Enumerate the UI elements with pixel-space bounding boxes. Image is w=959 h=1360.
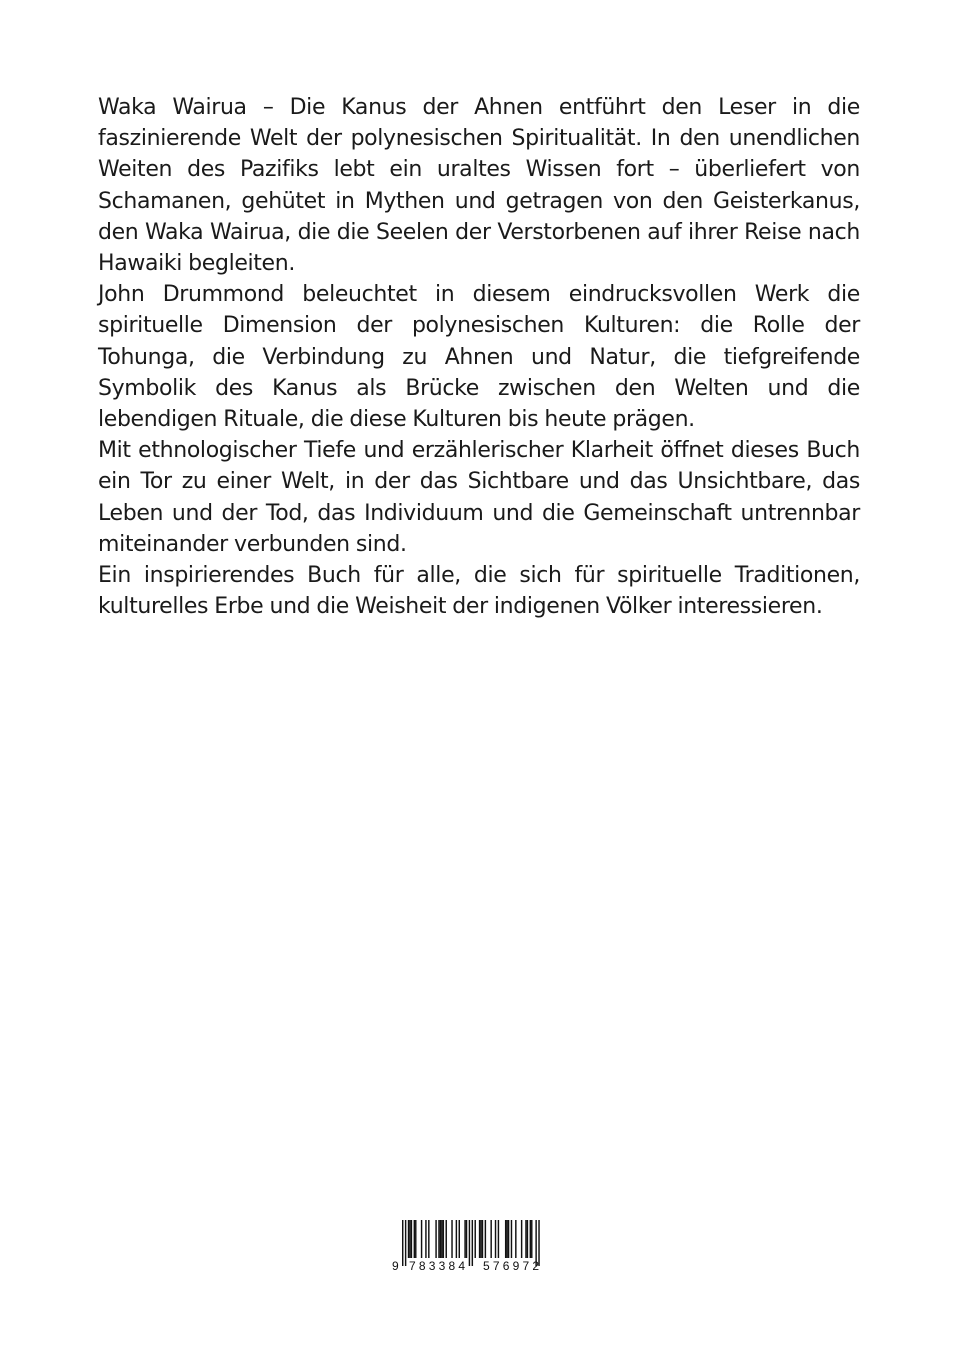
barcode-bar xyxy=(411,1220,412,1258)
barcode-bar xyxy=(464,1220,465,1258)
back-cover-blurb xyxy=(98,92,860,622)
barcode-bar xyxy=(498,1220,499,1258)
barcode-left-group: 783384 xyxy=(409,1259,465,1273)
barcode-bar xyxy=(521,1220,522,1258)
barcode-bar xyxy=(506,1220,507,1258)
blurb-paragraph-1: Waka Wairua – Die Kanus der Ahnen entführt den Leser in die faszinierende Welt der polynesischen Spiritualität. In den unendlichen Weiten des Pazifiks lebt ein uraltes Wissen fort – überliefert von Schamanen, gehütet in Mythen und getragen von den Geisterkanus, den Waka Wairua, die die Seelen der Verstorbenen auf ihrer Reise nach Hawaiki begleiten. xyxy=(98,95,860,277)
barcode-bar xyxy=(475,1220,476,1258)
barcode-bar xyxy=(472,1220,473,1266)
barcode-bar xyxy=(505,1220,506,1258)
barcode-bar xyxy=(515,1220,516,1258)
barcode-bar xyxy=(480,1220,481,1258)
barcode-bar xyxy=(469,1220,470,1266)
barcode-bar xyxy=(485,1220,486,1258)
barcode-bar xyxy=(415,1220,416,1258)
barcode-bar xyxy=(456,1220,457,1258)
barcode-bar xyxy=(428,1220,429,1258)
barcode-bar xyxy=(435,1220,436,1258)
blurb-paragraph-3: Mit ethnologischer Tiefe und erzählerischer Klarheit öffnet dieses Buch ein Tor zu einer Welt, in der das Sichtbare und das Unsichtbare, das Leben und der Tod, das Individuum und die Gemeinschaft untrennbar miteinander verbunden sind. xyxy=(98,438,860,557)
blurb-paragraph-2: John Drummond beleuchtet in diesem eindrucksvollen Werk die spirituelle Dimension der polynesischen Kulturen: die Rolle der Tohunga, die Verbindung zu Ahnen und Natur, die tiefgreifende Symbolik des Kanus als Brücke zwischen den Welten und die lebendigen Rituale, die diese Kulturen bis heute prägen. xyxy=(98,282,860,433)
barcode-right-group: 576972 xyxy=(483,1259,539,1273)
isbn-barcode xyxy=(390,1220,562,1276)
barcode-bar xyxy=(405,1220,406,1266)
barcode-bar xyxy=(466,1220,467,1258)
barcode-bar xyxy=(446,1220,447,1258)
barcode-graphic xyxy=(390,1220,562,1276)
barcode-bar xyxy=(482,1220,483,1258)
barcode-bar xyxy=(414,1220,415,1258)
blurb-paragraph-4: Ein inspirierendes Buch für alle, die sich für spirituelle Traditionen, kulturelles Erbe und die Weisheit der indigenen Völker interessieren. xyxy=(98,563,860,620)
barcode-bar xyxy=(490,1220,491,1258)
barcode-bar xyxy=(409,1220,410,1258)
barcode-bar xyxy=(443,1220,444,1258)
barcode-bar xyxy=(530,1220,531,1258)
barcode-bar xyxy=(527,1220,528,1258)
barcode-bar xyxy=(479,1220,480,1258)
barcode-bar xyxy=(421,1220,422,1258)
barcode-bar xyxy=(511,1220,512,1258)
barcode-bar xyxy=(438,1220,439,1258)
barcode-bar xyxy=(508,1220,509,1258)
barcode-lead-digit: 9 xyxy=(392,1259,399,1273)
barcode-bar xyxy=(408,1220,409,1258)
barcode-bar xyxy=(525,1220,526,1258)
barcode-bar xyxy=(495,1220,496,1258)
barcode-bar xyxy=(459,1220,460,1258)
barcode-bar xyxy=(531,1220,532,1258)
barcode-bar xyxy=(425,1220,426,1258)
barcode-bar xyxy=(441,1220,442,1258)
barcode-bar xyxy=(440,1220,441,1258)
barcode-bar xyxy=(451,1220,452,1258)
barcode-bar xyxy=(402,1220,403,1266)
